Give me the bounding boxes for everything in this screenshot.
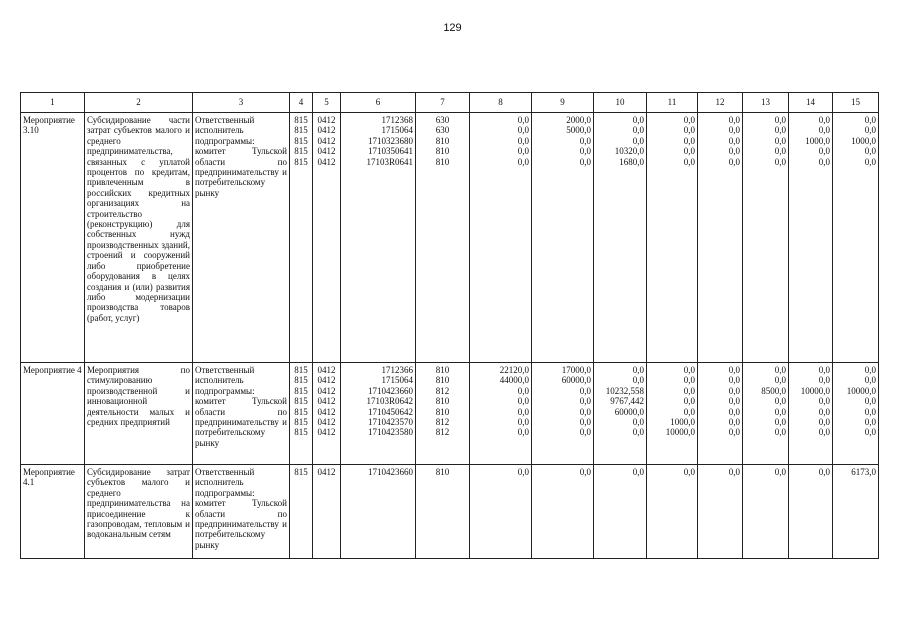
measure-description-cell: Субсидирование затрат субъектов малого и среднего предпринимательства на присоединение к газопроводам, тепловым и водоканальным сетям <box>85 465 193 559</box>
cell-value: 815 <box>294 406 308 417</box>
column-header: 12 <box>698 93 743 113</box>
cell-value: 0,0 <box>728 385 740 396</box>
cell-value: 0,0 <box>774 365 786 375</box>
cell-value: 10320,0 <box>614 146 644 157</box>
cell-value: 0,0 <box>864 396 876 407</box>
cell-value: 810 <box>435 396 450 407</box>
cell-value: 0,0 <box>579 406 591 417</box>
cell-value: 60000,0 <box>614 406 644 417</box>
cell-value: 0,0 <box>517 467 529 477</box>
cell-value: 0,0 <box>864 417 876 428</box>
cell-value: 1710350641 <box>368 146 413 157</box>
cell-value: 815 <box>294 385 308 396</box>
value-cell <box>647 465 698 559</box>
value-cell <box>532 363 594 465</box>
cell-value: 0,0 <box>632 427 644 438</box>
cell-value: 0,0 <box>728 135 740 146</box>
cell-value: 0412 <box>317 115 336 125</box>
cell-value: 0,0 <box>728 406 740 417</box>
cell-value: 0,0 <box>517 396 529 407</box>
cell-value: 0,0 <box>818 146 830 157</box>
value-cell <box>532 465 594 559</box>
value-cell <box>698 465 743 559</box>
cell-value: 0,0 <box>517 427 529 438</box>
cell-value: 812 <box>435 427 450 438</box>
cell-value: 1710423660 <box>368 385 413 396</box>
cell-value: 0,0 <box>579 427 591 438</box>
table-body <box>21 113 879 559</box>
cell-value: 0,0 <box>683 365 695 375</box>
cell-value: 8500,0 <box>761 385 786 396</box>
column-header: 1 <box>21 93 85 113</box>
cell-value: 1712366 <box>381 365 413 375</box>
cell-value: 0,0 <box>864 115 876 125</box>
table-row <box>21 465 879 559</box>
cell-value: 1000,0 <box>805 135 830 146</box>
value-cell <box>594 465 647 559</box>
cell-value: 0,0 <box>774 406 786 417</box>
cell-value: 815 <box>294 365 308 375</box>
cell-value: 0412 <box>317 156 336 167</box>
measure-name-cell: Мероприятие 4 <box>21 363 85 465</box>
cell-value: 0,0 <box>818 396 830 407</box>
value-cell <box>743 465 789 559</box>
cell-value: 1000,0 <box>670 417 695 428</box>
cell-value: 0412 <box>317 385 336 396</box>
column-header: 7 <box>416 93 470 113</box>
responsible-executor-cell: Ответственный исполнитель подпрограммы: комитет Тульской области по предпринимательству и потребительскому рынку <box>193 113 290 363</box>
cell-value: 0,0 <box>818 427 830 438</box>
cell-value: 0,0 <box>864 146 876 157</box>
value-cell <box>833 113 879 363</box>
measure-description-cell: Субсидирование части затрат субъектов малого и среднего предпринимательства, связанных с уплатой процентов по кредитам, привлеченным в российских кредитных организациях на строительство (реконструкцию) для собственных нужд производственных зданий, строений и сооружений либо приобретение оборудования в целях создания и (или) развития либо модернизации производства товаров (работ, услуг) <box>85 113 193 363</box>
cell-value: 1715064 <box>381 375 413 386</box>
cell-value: 0,0 <box>632 375 644 386</box>
cell-value: 0,0 <box>864 156 876 167</box>
value-cell <box>341 113 416 363</box>
cell-value: 0,0 <box>728 467 740 477</box>
cell-value: 9767,442 <box>610 396 644 407</box>
cell-value: 1710423660 <box>368 467 413 477</box>
value-cell <box>470 465 532 559</box>
cell-value: 1712368 <box>381 115 413 125</box>
column-header: 14 <box>789 93 833 113</box>
cell-value: 810 <box>435 375 450 386</box>
cell-value: 0,0 <box>818 406 830 417</box>
value-cell <box>290 465 313 559</box>
cell-value: 630 <box>435 115 450 125</box>
cell-value: 17000,0 <box>561 365 591 375</box>
cell-value: 0,0 <box>728 146 740 157</box>
cell-value: 0,0 <box>818 467 830 477</box>
cell-value: 812 <box>435 385 450 396</box>
cell-value: 0,0 <box>683 146 695 157</box>
cell-value: 630 <box>435 125 450 136</box>
value-cell <box>789 113 833 363</box>
cell-value: 815 <box>294 156 308 167</box>
cell-value: 0,0 <box>632 365 644 375</box>
cell-value: 0,0 <box>728 125 740 136</box>
value-cell <box>470 363 532 465</box>
cell-value: 1715064 <box>381 125 413 136</box>
cell-value: 0,0 <box>683 375 695 386</box>
cell-value: 0,0 <box>728 365 740 375</box>
column-header: 2 <box>85 93 193 113</box>
cell-value: 0,0 <box>579 156 591 167</box>
value-cell <box>313 363 341 465</box>
cell-value: 0,0 <box>579 417 591 428</box>
cell-value: 44000,0 <box>499 375 529 386</box>
cell-value: 0,0 <box>774 396 786 407</box>
cell-value: 0,0 <box>864 427 876 438</box>
cell-value: 2000,0 <box>566 115 591 125</box>
cell-value: 0,0 <box>864 365 876 375</box>
cell-value: 0,0 <box>728 375 740 386</box>
value-cell <box>341 465 416 559</box>
value-cell <box>698 113 743 363</box>
value-cell <box>470 113 532 363</box>
responsible-executor-cell: Ответственный исполнитель подпрограммы: комитет Тульской области по предпринимательству и потребительскому рынку <box>193 363 290 465</box>
column-header: 15 <box>833 93 879 113</box>
cell-value: 0,0 <box>728 417 740 428</box>
column-header: 5 <box>313 93 341 113</box>
value-cell <box>698 363 743 465</box>
responsible-executor-cell: Ответственный исполнитель подпрограммы: комитет Тульской области по предпринимательству и потребительскому рынку <box>193 465 290 559</box>
value-cell <box>647 113 698 363</box>
cell-value: 1680,0 <box>619 156 644 167</box>
value-cell <box>313 113 341 363</box>
cell-value: 1000,0 <box>851 135 876 146</box>
cell-value: 1710423570 <box>368 417 413 428</box>
cell-value: 0412 <box>317 467 336 477</box>
value-cell <box>594 363 647 465</box>
cell-value: 810 <box>435 156 450 167</box>
cell-value: 0,0 <box>774 115 786 125</box>
cell-value: 0,0 <box>728 115 740 125</box>
cell-value: 60000,0 <box>561 375 591 386</box>
value-cell <box>532 113 594 363</box>
value-cell <box>290 113 313 363</box>
cell-value: 22120,0 <box>499 365 529 375</box>
value-cell <box>789 363 833 465</box>
cell-value: 0,0 <box>517 125 529 136</box>
cell-value: 815 <box>294 396 308 407</box>
cell-value: 810 <box>435 135 450 146</box>
cell-value: 0,0 <box>517 156 529 167</box>
cell-value: 0,0 <box>517 406 529 417</box>
cell-value: 1710323680 <box>368 135 413 146</box>
cell-value: 0,0 <box>632 135 644 146</box>
cell-value: 1710450642 <box>368 406 413 417</box>
cell-value: 0,0 <box>774 135 786 146</box>
cell-value: 0,0 <box>683 156 695 167</box>
cell-value: 810 <box>435 365 450 375</box>
measure-description-cell: Мероприятия по стимулированию производственной и инновационной деятельности малых и средних предприятий <box>85 363 193 465</box>
value-cell <box>341 363 416 465</box>
value-cell <box>313 465 341 559</box>
value-cell <box>416 363 470 465</box>
cell-value: 0,0 <box>818 417 830 428</box>
cell-value: 0412 <box>317 125 336 136</box>
column-header: 13 <box>743 93 789 113</box>
measure-name-cell: Мероприятие 3.10 <box>21 113 85 363</box>
cell-value: 0,0 <box>818 115 830 125</box>
cell-value: 815 <box>294 125 308 136</box>
column-header: 6 <box>341 93 416 113</box>
cell-value: 0,0 <box>728 427 740 438</box>
cell-value: 0,0 <box>864 406 876 417</box>
cell-value: 815 <box>294 375 308 386</box>
column-header: 9 <box>532 93 594 113</box>
cell-value: 0,0 <box>683 135 695 146</box>
cell-value: 0,0 <box>632 115 644 125</box>
value-cell <box>743 363 789 465</box>
cell-value: 5000,0 <box>566 125 591 136</box>
cell-value: 0,0 <box>632 417 644 428</box>
cell-value: 17103R0642 <box>366 396 413 407</box>
cell-value: 10000,0 <box>800 385 830 396</box>
budget-table <box>20 92 879 559</box>
cell-value: 0,0 <box>579 467 591 477</box>
cell-value: 0,0 <box>818 125 830 136</box>
cell-value: 0,0 <box>579 146 591 157</box>
cell-value: 0,0 <box>683 396 695 407</box>
cell-value: 0,0 <box>683 467 695 477</box>
cell-value: 815 <box>294 135 308 146</box>
cell-value: 0,0 <box>818 156 830 167</box>
cell-value: 0,0 <box>864 125 876 136</box>
cell-value: 0,0 <box>632 467 644 477</box>
column-header: 11 <box>647 93 698 113</box>
cell-value: 0,0 <box>774 427 786 438</box>
cell-value: 0,0 <box>579 396 591 407</box>
cell-value: 810 <box>435 467 450 477</box>
cell-value: 0,0 <box>774 417 786 428</box>
cell-value: 0,0 <box>818 365 830 375</box>
cell-value: 815 <box>294 417 308 428</box>
cell-value: 0,0 <box>864 375 876 386</box>
cell-value: 0,0 <box>683 406 695 417</box>
cell-value: 0,0 <box>517 135 529 146</box>
cell-value: 0412 <box>317 365 336 375</box>
cell-value: 815 <box>294 427 308 438</box>
cell-value: 815 <box>294 115 308 125</box>
value-cell <box>743 113 789 363</box>
cell-value: 10232,558 <box>605 385 644 396</box>
cell-value: 10000,0 <box>665 427 695 438</box>
cell-value: 0,0 <box>728 396 740 407</box>
cell-value: 812 <box>435 417 450 428</box>
value-cell <box>594 113 647 363</box>
cell-value: 0,0 <box>517 146 529 157</box>
cell-value: 0,0 <box>818 375 830 386</box>
cell-value: 0412 <box>317 146 336 157</box>
cell-value: 17103R0641 <box>366 156 413 167</box>
cell-value: 0412 <box>317 427 336 438</box>
column-header: 4 <box>290 93 313 113</box>
cell-value: 815 <box>294 146 308 157</box>
cell-value: 0,0 <box>683 115 695 125</box>
column-header: 10 <box>594 93 647 113</box>
value-cell <box>290 363 313 465</box>
value-cell <box>833 465 879 559</box>
column-header: 8 <box>470 93 532 113</box>
cell-value: 0,0 <box>774 156 786 167</box>
cell-value: 10000,0 <box>846 385 876 396</box>
table-row <box>21 363 879 465</box>
cell-value: 810 <box>435 406 450 417</box>
cell-value: 6173,0 <box>851 467 876 477</box>
cell-value: 0,0 <box>728 156 740 167</box>
cell-value: 0,0 <box>517 417 529 428</box>
cell-value: 0,0 <box>579 385 591 396</box>
cell-value: 0412 <box>317 396 336 407</box>
measure-name-cell: Мероприятие 4.1 <box>21 465 85 559</box>
value-cell <box>647 363 698 465</box>
cell-value: 0,0 <box>517 385 529 396</box>
cell-value: 810 <box>435 146 450 157</box>
value-cell <box>416 113 470 363</box>
cell-value: 0,0 <box>774 467 786 477</box>
cell-value: 0,0 <box>774 146 786 157</box>
value-cell <box>833 363 879 465</box>
cell-value: 0,0 <box>517 115 529 125</box>
column-header: 3 <box>193 93 290 113</box>
cell-value: 0,0 <box>774 375 786 386</box>
header-row <box>21 93 879 113</box>
cell-value: 0,0 <box>579 135 591 146</box>
cell-value: 0412 <box>317 417 336 428</box>
cell-value: 0,0 <box>774 125 786 136</box>
cell-value: 815 <box>294 467 308 477</box>
value-cell <box>416 465 470 559</box>
cell-value: 0,0 <box>632 125 644 136</box>
cell-value: 0412 <box>317 135 336 146</box>
cell-value: 1710423580 <box>368 427 413 438</box>
cell-value: 0412 <box>317 406 336 417</box>
cell-value: 0,0 <box>683 125 695 136</box>
cell-value: 0412 <box>317 375 336 386</box>
value-cell <box>789 465 833 559</box>
page-number: 129 <box>443 22 462 34</box>
table-row <box>21 113 879 363</box>
cell-value: 0,0 <box>683 385 695 396</box>
